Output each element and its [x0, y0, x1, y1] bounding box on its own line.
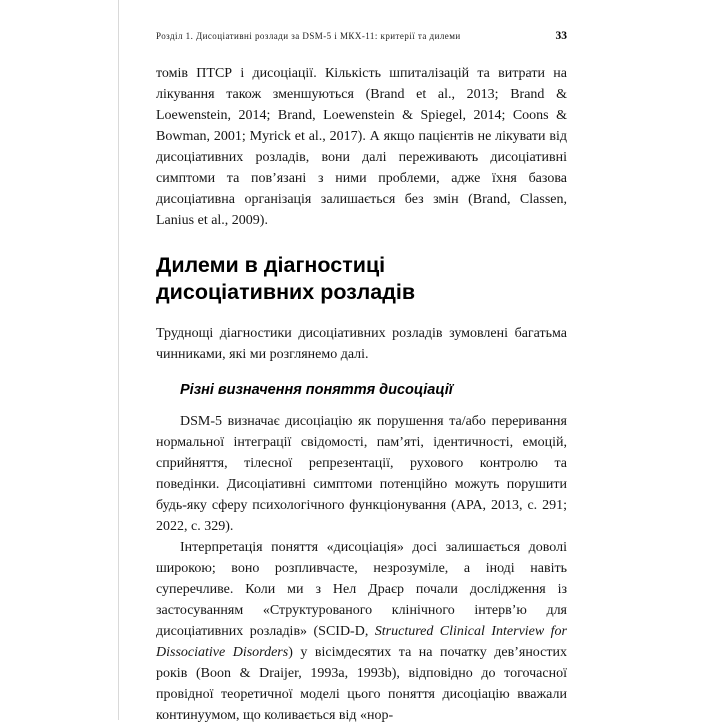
scid-d-latin-title: Structured Clinical Interview for Dissociative Disorders	[156, 624, 568, 660]
running-header-text: Розділ 1. Дисоціативні розлади за DSM-5 і МКХ-11: критерії та дилеми	[156, 31, 461, 41]
section-heading-line-2: дисоціативних розладів	[156, 280, 416, 304]
paragraph-interpretation-after: ) у вісімдесятих та на початку дев’яностих років (Boon & Draijer, 1993a, 1993b), відповідно до тогочасної провідної теоретичної моделі цього поняття дисоціацію вважали континуумом, що коливається від «нор-	[156, 645, 567, 723]
subsection-heading: Різні визначення поняття дисоціації	[180, 382, 453, 398]
page-header	[156, 30, 567, 42]
paragraph-interpretation	[156, 537, 567, 726]
page-content	[156, 63, 567, 726]
paragraph-interpretation-before: Інтерпретація поняття «дисоціація» досі залишається доволі широкою; воно розпливчасте, незрозуміле, а іноді навіть суперечливе. Коли ми з Нел Драєр почали дослідження із застосуванням «Структурованого клінічного інтерв’ю для дисоціативних розладів» (SCID-D,	[156, 540, 567, 639]
page-number: 33	[555, 30, 567, 42]
section-heading-line-1: Дилеми в діагностиці	[156, 253, 386, 277]
paragraph-dsm-definition: DSM-5 визначає дисоціацію як порушення та/або переривання нормальної інтеграції свідомості, пам’яті, ідентичності, емоцій, сприйняття, тілесної репрезентації, рухового контролю та поведінки. Дисоціативні симптоми потенційно можуть порушити будь-яку сферу психологічного функціонування (APA, 2013, с. 291; 2022, с. 329).	[156, 414, 567, 534]
section-heading	[156, 252, 567, 306]
paragraph-intro: Труднощі діагностики дисоціативних розладів зумовлені багатьма чинниками, які ми розглянемо далі.	[156, 326, 567, 362]
paragraph-continuation: томів ПТСР і дисоціації. Кількість шпиталізацій та витрати на лікування також зменшуються (Brand et al., 2013; Brand & Loewenstein, 2014; Brand, Loewenstein & Spiegel, 2014; Coons & Bowman, 2001; Myrick et al., 2017). А якщо пацієнтів не лікувати від дисоціативних розладів, вони далі переживають дисоціативні симптоми та пов’язані з ними проблеми, адже їхня базова дисоціативна організація залишається без змін (Brand, Classen, Lanius et al., 2009).	[156, 66, 567, 228]
